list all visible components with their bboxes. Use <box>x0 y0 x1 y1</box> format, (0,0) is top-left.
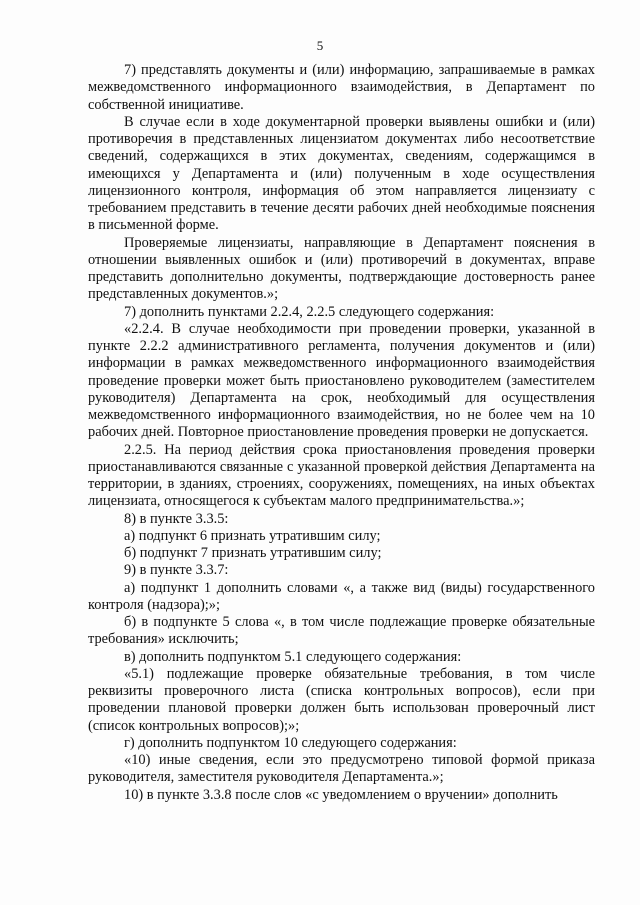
paragraph-8: а) подпункт 6 признать утратившим силу; <box>124 527 381 544</box>
paragraph-16: «10) иные сведения, если это предусмотрено типовой формой приказа руководителя, заместителя руководителя Департамента.»; <box>88 752 595 786</box>
paragraph-7: 8) в пункте 3.3.5: <box>124 510 229 527</box>
paragraph-1: 7) представлять документы и (или) информацию, запрашиваемые в рамках межведомственного информационного взаимодействия, в Департамент по собственной инициативе. <box>88 62 595 113</box>
page-number: 5 <box>316 38 324 53</box>
paragraph-3: Проверяемые лицензиаты, направляющие в Департамент пояснения в отношении выявленных ошибок и (или) противоречий в документах, вправе представить дополнительно документы, подтверждающие достоверность ранее представленных документов.»; <box>88 234 595 303</box>
paragraph-2: В случае если в ходе документарной проверки выявлены ошибки и (или) противоречия в представленных лицензиатом документах либо несоответствие сведений, содержащихся в этих документах, сведениям, содержащимся в имеющихся у Департамента и (или) полученным в ходе осуществления лицензионного контроля, информация об этом направляется лицензиату с требованием представить в течение десяти рабочих дней необходимые пояснения в письменной форме. <box>88 113 595 234</box>
paragraph-10: 9) в пункте 3.3.7: <box>124 562 229 579</box>
paragraph-9: б) подпункт 7 признать утратившим силу; <box>124 545 382 561</box>
document-body <box>88 62 595 804</box>
paragraph-14: «5.1) подлежащие проверке обязательные требования, в том числе реквизиты проверочного листа (списка контрольных вопросов), если при проведении плановой проверки должен быть использован проверочный лист (список контрольных вопросов);»; <box>88 665 595 734</box>
paragraph-15: г) дополнить подпунктом 10 следующего содержания: <box>124 734 457 751</box>
paragraph-4: 7) дополнить пунктами 2.2.4, 2.2.5 следующего содержания: <box>124 303 495 320</box>
paragraph-6: 2.2.5. На период действия срока приостановления проведения проверки приостанавливаются связанные с указанной проверкой действия Департамента на территории, в зданиях, строениях, сооружениях, помещениях, на иных объектах лицензиата, относящегося к субъектам малого предпринимательства.»; <box>88 441 595 510</box>
paragraph-5: «2.2.4. В случае необходимости при проведении проверки, указанной в пункте 2.2.2 административного регламента, получения документов и (или) информации в рамках межведомственного информационного взаимодействия проведение проверки может быть приостановлено руководителем (заместителем руководителя) Департамента на срок, необходимый для осуществления межведомственного информационного взаимодействия, но не более чем на 10 рабочих дней. Повторное приостановление проведения проверки не допускается. <box>88 320 595 441</box>
paragraph-12: б) в подпункте 5 слова «, в том числе подлежащие проверке обязательные требования» исключить; <box>88 614 595 648</box>
paragraph-11: а) подпункт 1 дополнить словами «, а также вид (виды) государственного контроля (надзора);»; <box>88 579 595 613</box>
paragraph-13: в) дополнить подпунктом 5.1 следующего содержания: <box>124 648 462 665</box>
paragraph-17: 10) в пункте 3.3.8 после слов «с уведомлением о вручении» дополнить <box>124 786 558 803</box>
